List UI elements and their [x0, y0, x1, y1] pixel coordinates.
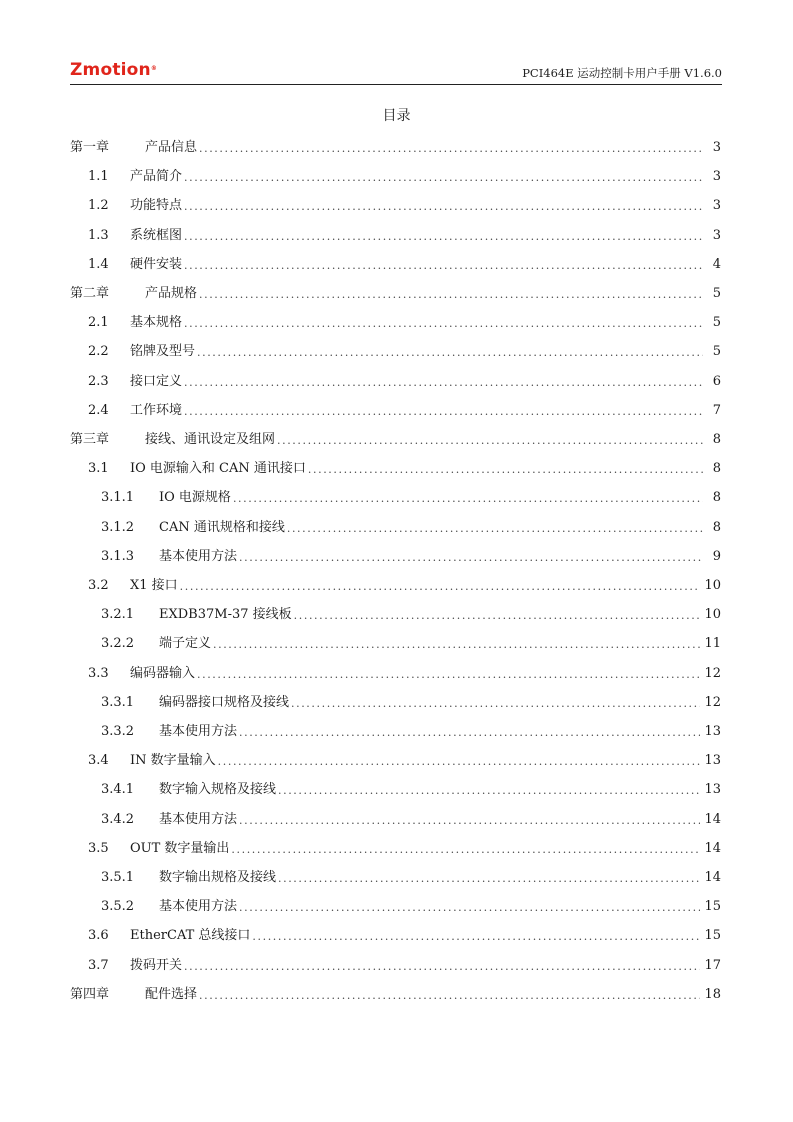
toc-dot-leader [277, 434, 703, 448]
toc-entry-number: 第二章 [70, 286, 110, 301]
toc-dot-leader [184, 259, 703, 273]
toc-entry-title: 数字输入规格及接线 [159, 782, 277, 798]
toc-entry-number: 3.3 [88, 665, 109, 681]
toc-entry-page: 5 [712, 315, 721, 331]
toc-entry-number: 第一章 [70, 140, 110, 155]
toc-entry[interactable] [70, 428, 721, 448]
toc-entry-number: 3.2.1 [101, 607, 135, 623]
toc-entry-page: 12 [704, 665, 721, 681]
toc-entry-title: CAN 通讯规格和接线 [159, 519, 285, 535]
toc-dot-leader [184, 171, 703, 185]
toc-entry-number: 3.1 [88, 461, 109, 477]
toc-dot-leader [184, 230, 703, 244]
toc-entry-number: 3.3.2 [101, 724, 135, 739]
toc-dot-leader [278, 872, 700, 886]
toc-entry-page: 10 [704, 578, 721, 593]
toc-entry-page: 14 [704, 811, 721, 827]
toc-entry-title: 数字输出规格及接线 [159, 870, 277, 885]
toc-entry[interactable] [70, 136, 721, 156]
toc-dot-leader [278, 784, 700, 798]
toc-entry-title: X1 接口 [130, 578, 178, 593]
toc-entry[interactable] [88, 253, 721, 273]
toc-dot-leader [199, 142, 703, 156]
toc-dot-leader [180, 580, 701, 594]
toc-entry-page: 7 [712, 402, 721, 418]
toc-entry-title: OUT 数字量输出 [130, 840, 230, 856]
toc-entry-number: 3.2.2 [101, 636, 135, 652]
toc-entry-page: 6 [712, 373, 721, 389]
toc-dot-leader [199, 288, 703, 302]
toc-entry-title: 产品规格 [145, 286, 198, 301]
toc-entry-number: 3.1.1 [101, 490, 135, 506]
toc-entry[interactable] [88, 370, 721, 390]
toc-dot-leader [184, 200, 703, 214]
toc-entry-number: 1.3 [88, 227, 109, 243]
toc-dot-leader [184, 405, 703, 419]
toc-entry-number: 1.1 [88, 169, 109, 185]
toc-dot-leader [184, 960, 700, 974]
toc-entry-title: 铭牌及型号 [130, 344, 196, 360]
toc-entry-page: 14 [704, 840, 721, 856]
toc-entry-page: 5 [712, 286, 721, 301]
toc-entry-number: 3.5.1 [101, 870, 135, 885]
toc-entry[interactable] [101, 603, 721, 623]
toc-entry[interactable] [88, 749, 721, 769]
toc-entry[interactable] [101, 486, 721, 506]
toc-heading: 目录 [382, 108, 411, 124]
toc-dot-leader [218, 755, 701, 769]
toc-entry-title: 系统框图 [130, 227, 183, 243]
toc-entry-title: EXDB37M-37 接线板 [159, 607, 292, 623]
toc-entry[interactable] [101, 808, 721, 828]
toc-entry-number: 3.1.3 [101, 548, 135, 564]
toc-entry-title: 硬件安装 [130, 256, 183, 272]
registered-mark: ® [150, 65, 158, 72]
toc-entry-page: 3 [712, 227, 721, 243]
toc-dot-leader [239, 726, 700, 740]
toc-entry-page: 15 [704, 899, 721, 915]
toc-entry[interactable] [88, 924, 721, 944]
toc-entry-page: 3 [712, 198, 721, 214]
toc-entry[interactable] [88, 837, 721, 857]
toc-dot-leader [184, 317, 703, 331]
toc-entry-title: 功能特点 [130, 198, 183, 214]
toc-entry-title: 基本使用方法 [159, 724, 238, 739]
toc-entry-page: 10 [704, 607, 721, 623]
toc-entry-title: 接线、通讯设定及组网 [145, 432, 276, 447]
toc-entry-title: 接口定义 [130, 373, 183, 389]
toc-entry[interactable] [101, 516, 721, 536]
toc-entry-number: 3.7 [88, 957, 109, 973]
toc-entry[interactable] [88, 457, 721, 477]
toc-entry-page: 17 [704, 957, 721, 973]
toc-entry-title: 产品信息 [145, 140, 198, 155]
toc-entry-number: 3.4.1 [101, 782, 135, 798]
toc-entry[interactable] [101, 720, 721, 740]
toc-entry-title: 基本使用方法 [159, 811, 238, 827]
toc-entry[interactable] [88, 224, 721, 244]
toc-entry-page: 11 [704, 636, 721, 652]
toc-dot-leader [287, 522, 703, 536]
toc-entry[interactable] [88, 574, 721, 594]
toc-dot-leader [233, 492, 703, 506]
toc-entry-number: 3.5 [88, 840, 109, 856]
toc-entry-title: EtherCAT 总线接口 [130, 928, 251, 944]
toc-entry-number: 2.2 [88, 344, 109, 360]
toc-entry-page: 13 [704, 724, 721, 739]
toc-entry-number: 2.3 [88, 373, 109, 389]
toc-entry-title: 工作环境 [130, 402, 183, 418]
toc-entry-page: 8 [712, 461, 721, 477]
toc-entry-page: 15 [704, 928, 721, 944]
toc-entry-page: 8 [712, 519, 721, 535]
toc-entry-title: 编码器接口规格及接线 [159, 694, 290, 710]
toc-entry-number: 3.2 [88, 578, 109, 593]
toc-entry-title: 端子定义 [159, 636, 212, 652]
toc-dot-leader [239, 551, 703, 565]
toc-entry-page: 8 [712, 432, 721, 447]
toc-entry-number: 2.1 [88, 315, 109, 331]
toc-entry-title: IN 数字量输入 [130, 753, 216, 769]
toc-entry-title: 编码器输入 [130, 665, 196, 681]
toc-entry-number: 3.4 [88, 753, 109, 769]
toc-dot-leader [184, 376, 703, 390]
toc-entry-title: 产品简介 [130, 169, 183, 185]
toc-entry[interactable] [101, 866, 721, 886]
logo-text: Zmotion [70, 60, 151, 80]
toc-entry-page: 3 [712, 169, 721, 185]
toc-entry[interactable] [70, 282, 721, 302]
toc-entry-number: 第四章 [70, 986, 110, 1002]
toc-entry-page: 9 [712, 548, 721, 564]
toc-entry-number: 3.4.2 [101, 811, 135, 827]
toc-entry-number: 2.4 [88, 402, 109, 418]
document-title: PCI464E 运动控制卡用户手册 V1.6.0 [522, 66, 722, 80]
toc-dot-leader [252, 930, 700, 944]
toc-entry-title: 基本规格 [130, 315, 183, 331]
toc-entry-page: 4 [712, 256, 721, 272]
toc-dot-leader [294, 609, 701, 623]
toc-entry-number: 3.5.2 [101, 899, 135, 915]
toc-entry[interactable] [88, 340, 721, 360]
toc-entry-page: 8 [712, 490, 721, 506]
toc-entry[interactable] [101, 691, 721, 711]
toc-entry-number: 3.1.2 [101, 519, 135, 535]
toc-entry-page: 5 [712, 344, 721, 360]
toc-entry-number: 第三章 [70, 432, 110, 447]
toc-entry[interactable] [88, 399, 721, 419]
toc-dot-leader [199, 989, 700, 1003]
toc-entry-page: 13 [704, 753, 721, 769]
toc-dot-leader [239, 814, 700, 828]
toc-entry-page: 14 [704, 870, 721, 885]
toc-dot-leader [197, 346, 703, 360]
toc-entry[interactable] [88, 194, 721, 214]
toc-dot-leader [308, 463, 703, 477]
toc-entry[interactable] [70, 983, 721, 1003]
page-header [70, 58, 722, 85]
toc-entry-page: 18 [704, 986, 721, 1002]
toc-dot-leader [291, 697, 700, 711]
toc-entry[interactable] [88, 165, 721, 185]
toc-dot-leader [231, 843, 700, 857]
toc-entry-title: 基本使用方法 [159, 548, 238, 564]
toc-dot-leader [197, 668, 700, 682]
toc-entry-page: 13 [704, 782, 721, 798]
toc-dot-leader [239, 901, 700, 915]
toc-entry-title: 基本使用方法 [159, 899, 238, 915]
toc-entry[interactable] [88, 662, 721, 682]
toc-entry[interactable] [101, 895, 721, 915]
toc-entry[interactable] [88, 954, 721, 974]
toc-entry-page: 12 [704, 694, 721, 710]
toc-entry-number: 1.4 [88, 256, 109, 272]
toc-entry[interactable] [88, 311, 721, 331]
toc-entry[interactable] [101, 778, 721, 798]
toc-entry-title: IO 电源规格 [159, 490, 231, 506]
toc-dot-leader [213, 638, 700, 652]
toc-entry-number: 1.2 [88, 198, 109, 214]
toc-entry[interactable] [101, 632, 721, 652]
toc-entry-page: 3 [712, 140, 721, 155]
toc-entry-title: 拨码开关 [130, 957, 183, 973]
toc-entry[interactable] [101, 545, 721, 565]
toc-entry-number: 3.3.1 [101, 694, 135, 710]
zmotion-logo [70, 60, 157, 80]
toc-entry-number: 3.6 [88, 928, 109, 944]
toc-entry-title: 配件选择 [145, 986, 198, 1002]
toc-entry-title: IO 电源输入和 CAN 通讯接口 [130, 461, 306, 477]
